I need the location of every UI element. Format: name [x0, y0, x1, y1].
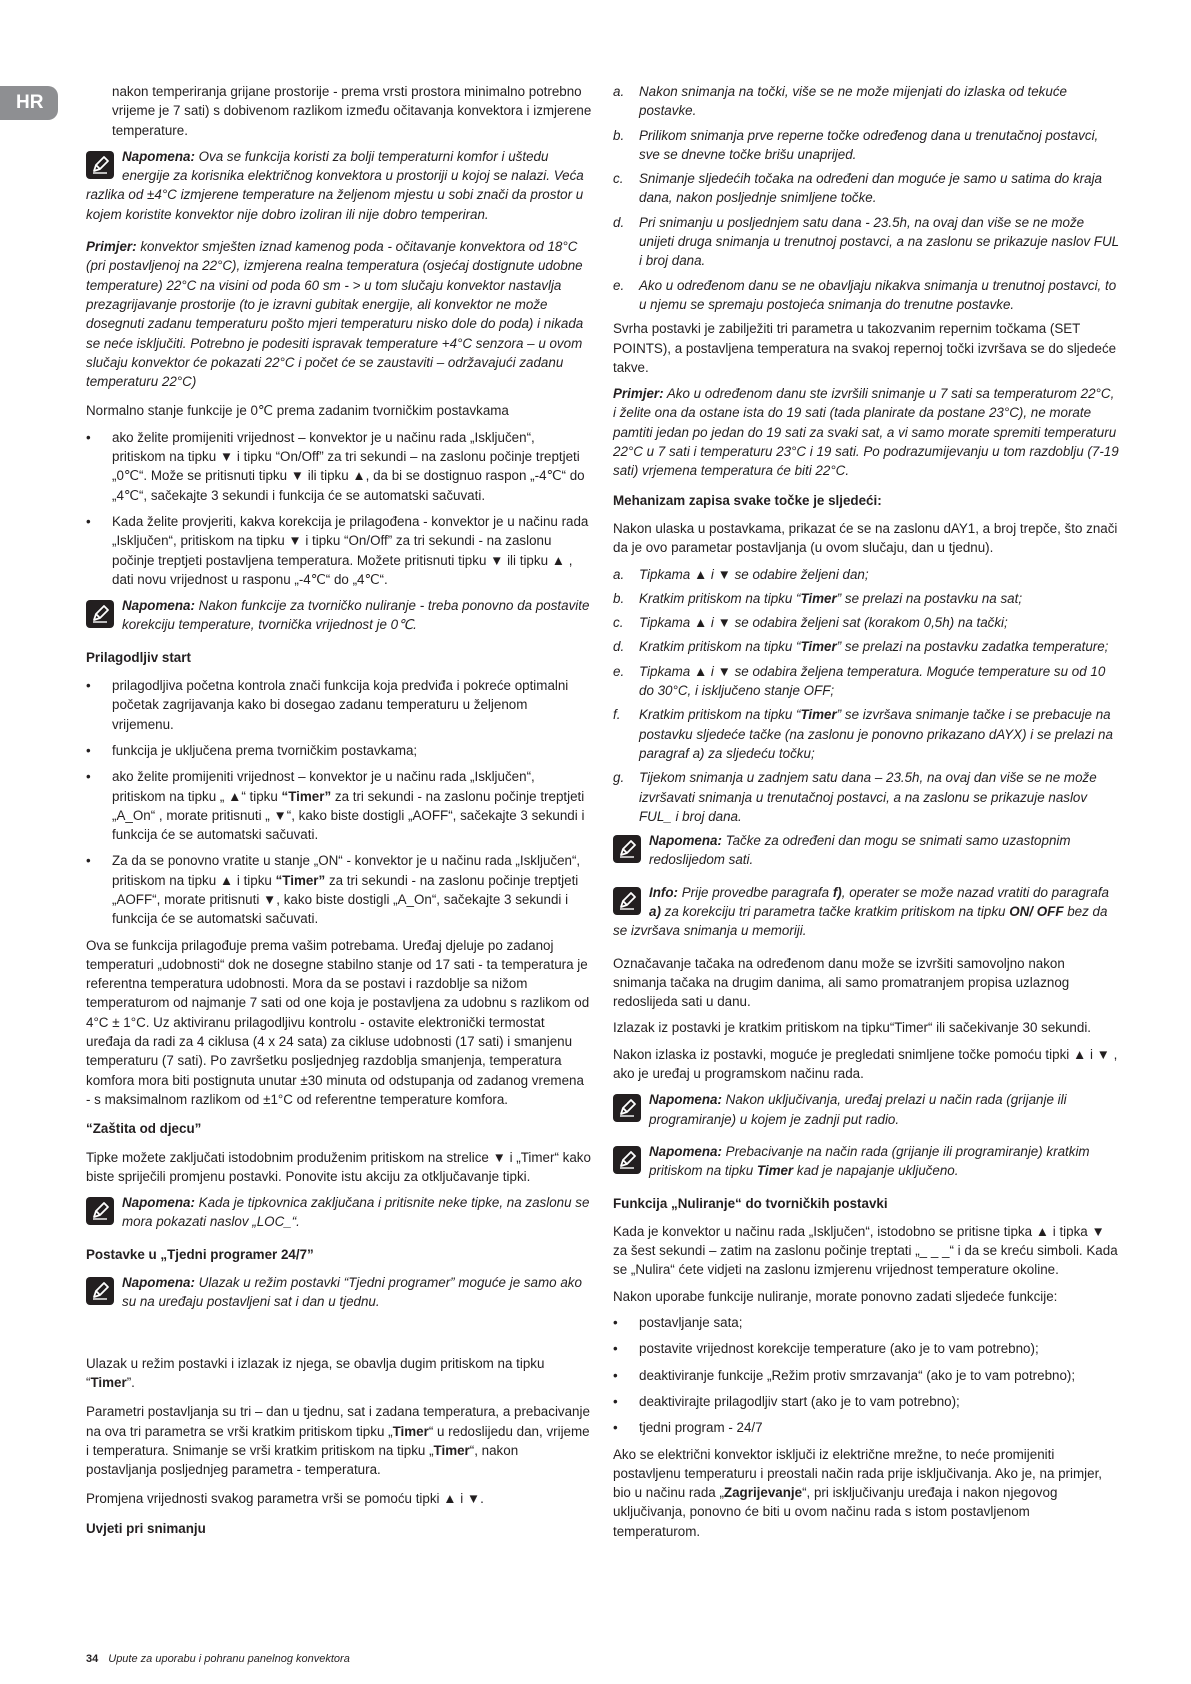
bullet-item: [613, 1313, 1119, 1332]
bullet-item: • Za da se ponovno vratite u stanje „ON“ - konvektor je u načinu rada „Isključen“, pritiskom na tipku ▲ i tipku “Timer” za tri sekundi - na zaslonu počinje treptjeti „AOFF“, morate pritisnuti ▼, kako biste dostigli „A_On“, sačekajte 3 sekundi i funkcija će se automatski sačuvati.: [86, 853, 581, 927]
purpose-paragraph: Svrha postavki je zabilježiti tri parametra u takozvanim repernim točkama (SET POINTS), a postavljena temperatura na svakoj repernoj točki izvršava se do sljedeće takve.: [613, 321, 1117, 375]
note-text: kad je napajanje uključeno.: [793, 1163, 959, 1179]
list-marker: c.: [613, 615, 624, 631]
pencil-icon: [613, 887, 641, 915]
bullet-text: funkcija je uključena prema tvorničkim postavkama;: [112, 742, 418, 758]
list-text: Kratkim pritiskom na tipku “: [639, 639, 801, 655]
bullet-item: [613, 1418, 1119, 1437]
list-item: [613, 705, 1119, 763]
note-text: Nakon funkcije za tvorničko nuliranje - treba ponovno da postavite korekciju temperature, tvornička vrijednost je 0℃.: [122, 598, 590, 633]
timer-key-label: Timer: [800, 707, 837, 723]
bullet-text: deaktivirajte prilagodljiv start (ako je to vam potrebno);: [639, 1393, 960, 1409]
bullet-item: [613, 1392, 1119, 1411]
bullet-text: deaktiviranje funkcije „Režim protiv smrzavanja“ (ako je to vam potrebno);: [639, 1367, 1076, 1383]
timer-key-label: “Timer”: [281, 788, 332, 804]
list-marker: d.: [613, 214, 625, 230]
note-box: [86, 1273, 592, 1312]
note-box: [613, 1142, 1119, 1181]
enter-settings-paragraph: [86, 1354, 592, 1393]
list-marker: f.: [613, 707, 621, 723]
note-text: bez da se izvršava snimanja u memoriji.: [613, 903, 1108, 939]
pencil-icon: [86, 151, 114, 179]
page-footer: [86, 1650, 350, 1669]
list-text: Tipkama ▲ i ▼ se odabire željeni dan;: [639, 566, 869, 582]
left-column: [86, 82, 592, 1547]
info-box: [613, 883, 1119, 941]
list-text: Tipkama ▲ i ▼ se odabira željeni sat (korakom 0,5h) na tački;: [639, 615, 1008, 631]
bullet-marker: •: [613, 1420, 618, 1436]
marking-paragraph: Označavanje tačaka na određenom danu može se izvršiti samovoljno nakon snimanja tačaka na drugim danima, ali samo promatranjem propisa uzlaznog redoslijeda sati u danu.: [613, 955, 1070, 1010]
note-label: Napomena:: [649, 1143, 722, 1159]
paragraph-text: “ u redoslijedu dan, vrijeme i temperatura. Snimanje se vrši kratkim pritiskom na tipku „: [86, 1423, 590, 1458]
intro-paragraph: nakon temperiranja grijane prostorije - prema vrsti prostora minimalno potrebno vrijeme je 7 sati) s dobivenom razlikom između očitavanja konvektora i izmjerene temperature.: [112, 84, 592, 138]
paragraph-text: “, nakon postavljanja posljednjeg parametra - temperatura.: [86, 1442, 519, 1478]
example-text: konvektor smješten iznad kamenog poda - očitavanje konvektora od 18°C (pri postavljenoj na 22°C), izmjerena realna temperatura (osjećaj dostignute udobne temperature) 22°C na visini od poda 60 sm - > u tom slučaju konvektor nastavlja prezagrijavanje prostorije (to je izravni gubitak energije, ali konvektor ne može dosegnuti zadanu temperaturu pošto mjeri temperaturu nisko dole do poda) i nikada se neće isključiti. Potrebno je podesiti ispravak temperature +4°C senzora – u ovom slučaju konvektor će pokazati 22°C i počet će se zaustaviti – održavajući zadanu temperaturu 22°C): [86, 239, 584, 390]
list-text: Nakon snimanja na točki, više se ne može mijenjati do izlaska od tekuće postavke.: [639, 84, 1067, 119]
section-heading: “Zaštita od djecu”: [86, 1121, 202, 1137]
language-tab: HR: [0, 86, 58, 120]
mechanism-steps-list: [613, 565, 1119, 827]
paragraph-text: “, pri isključivanju uređaja i nakon njegovog uključivanja, ponovno će biti u ovom načinu rada s istom postavljenom temperaturom.: [613, 1485, 1058, 1539]
list-marker: d.: [613, 639, 625, 655]
list-text: ” se prelazi na postavku zadatka temperature;: [836, 639, 1109, 655]
bullet-marker: •: [613, 1315, 618, 1331]
pencil-icon: [613, 1094, 641, 1122]
section-heading: Mehanizam zapisa svake točke je sljedeći:: [613, 492, 882, 508]
note-text: a): [649, 903, 661, 919]
pencil-icon: [613, 1146, 641, 1174]
paragraph-text: Ako se električni konvektor isključi iz električne mrežne, to neće promijeniti postavljenu temperaturu i preostali način rada prije isključivanja. Ako je, na primjer, bio u načinu rada „: [613, 1446, 1103, 1501]
note-label: Napomena:: [649, 833, 722, 849]
reset-bullet-list: [613, 1313, 1119, 1437]
after-exit-paragraph: Nakon izlaska iz postavki, moguće je pregledati snimljene točke pomoću tipki ▲ i ▼ , ako je uređaj u programskom načinu rada.: [613, 1046, 1118, 1082]
list-item: [613, 613, 1119, 632]
bullet-marker: •: [613, 1367, 618, 1383]
list-item: [613, 589, 1119, 608]
timer-key-label: Timer: [800, 639, 837, 655]
timer-key-label: Timer: [800, 590, 837, 606]
note-box: [613, 831, 1119, 870]
right-column: [613, 82, 1119, 1548]
bullet-text: za tri sekundi - na zaslonu počinje treptjeti „A_On“ , morate pritisnuti „ ▼“, kako biste dostigli „AOFF“, sačekajte 3 sekundi i funkcija će se automatski sačuvati.: [112, 788, 585, 843]
note-text: Tačke za određeni dan mogu se snimati samo uzastopnim redoslijedom sati.: [649, 833, 1071, 868]
note-text: Ulazak u režim postavki “Tjedni programer” moguće je samo ako su na uređaju postavljeni sat i dan u tjednu.: [122, 1275, 582, 1310]
params-paragraph: [86, 1402, 592, 1479]
list-item: [613, 126, 1119, 165]
list-item: [613, 565, 1119, 584]
list-text: Tijekom snimanja u zadnjem satu dana – 23.5h, na ovaj dan više se ne može izvršavati snimanja u trenutačnoj postavci, a na zaslonu se prikazuje naslov FUL_ i broj dana.: [639, 770, 1097, 824]
onoff-key-label: ON/ OFF: [1009, 903, 1064, 919]
note-label: Napomena:: [122, 1275, 195, 1291]
list-marker: e.: [613, 277, 625, 293]
list-item: [613, 169, 1119, 208]
bullet-text: tjedni program - 24/7: [639, 1420, 763, 1436]
bullet-text: za tri sekundi - na zaslonu počinje treptjeti „AOFF“, morate pritisnuti ▼, kako biste dostigli „A_On“, sačekajte 3 sekundi i funkcija će se automatski sačuvati.: [112, 872, 579, 927]
list-item: [613, 637, 1119, 656]
normal-state-paragraph: Normalno stanje funkcije je 0℃ prema zadanim tvorničkim postavkama: [86, 403, 509, 419]
note-text: za korekciju tri parametra tačke kratkim pritiskom na tipku: [660, 903, 1010, 919]
example-paragraph: [613, 384, 1119, 480]
manual-title: Upute za uporabu i pohranu panelnog konvektora: [108, 1653, 350, 1665]
note-text: Ova se funkcija koristi za bolji temperaturni komfor i uštedu energije za korisnika električnog konvektora u prostoriji u kojoj se nalazi. Veća razlika od ±4°C izmjerene temperature na željenom mjestu u sobi znači da prostor u kojem koristite konvektor nije dobro izoliran ili nije dobro temperiran.: [86, 148, 584, 222]
adaptive-paragraph: Ova se funkcija prilagođuje prema vašim potrebama. Uređaj djeluje po zadanoj temperaturi „udobnosti“ dok ne dosegne stabilno stanje od 17 sati - ta temperatura je referentna temperatura udobnosti. Mora da se postavi i razdoblje sa nižom temperaturom od najmanje 7 sati od one koja je postavljena za udobnu s razlikom od 4°C ± 1°C. Uz aktiviranu prilagodljivu kontrolu - ostavite elektronički termostat uređaja da radi za 4 ciklusa (4 x 24 sata) za cikluse udobnosti (17 sati) i smanjenu temperaturu (7 sati). Po završetku posljednjeg razdoblja smanjenja, temperatura komfora mora biti postignuta unutar ±30 minuta od odstupanja od zadanog vremena - s maksimalnom razlikom od ±1°C od referentne temperature komfora.: [86, 937, 590, 1107]
list-item: [613, 768, 1119, 826]
list-text: Snimanje sljedećih točaka na određeni dan moguće je samo u satima do kraja dana, nakon posljednje snimljene točke.: [639, 171, 1102, 206]
bullet-item: • Kada želite provjeriti, kakva korekcija je prilagođena - konvektor je u načinu rada „Isključen“, pritiskom na tipku ▼ i tipku “On/Off” za tri sekundi - na zaslonu počinje treptjeti postavljena temperatura. Možete pritisnuti tipku ▼ ili tipku ▲ , dati novu vrijednost u rasponu „-4℃“ do „4℃“.: [86, 513, 589, 587]
example-label: Primjer:: [613, 386, 664, 402]
list-text: Kratkim pritiskom na tipku “: [639, 707, 801, 723]
bullet-marker: •: [613, 1341, 618, 1357]
info-label: Info:: [649, 884, 678, 900]
note-label: Napomena:: [122, 148, 195, 164]
child-lock-paragraph: Tipke možete zaključati istodobnim produženim pritiskom na strelice ▼ i „Timer“ kako biste spriječili promjenu postavki. Ponovite istu akciju za otključavanje tipki.: [86, 1149, 591, 1184]
heating-mode-label: Zagrijevanje: [723, 1485, 803, 1501]
note-text: Prebacivanje na način rada (grijanje ili programiranje) kratkim pritiskom na tipku: [649, 1143, 1090, 1179]
list-marker: b.: [613, 127, 625, 143]
mechanism-paragraph: Nakon ulaska u postavkama, prikazat će se na zaslonu dAY1, a broj trepče, što znači da je ovo parametar postavljanja (u ovom slučaju, dan u tjednu).: [613, 520, 1118, 556]
timer-key-label: “Timer”: [275, 872, 326, 888]
note-text: f): [832, 884, 842, 900]
bullet-text: ako želite promijeniti vrijednost – konvektor je u načinu rada „Isključen“, pritiskom na tipku ▼ i tipku “On/Off” za tri sekundi – na zaslonu počinje treptjeti „0℃“. Može se pritisnuti tipku ▼ ili tipku ▲, da bi se dostignuo raspon „-4℃“ do „4℃“, sačekajte 3 sekundi i funkcija će se automatski sačuvati.: [112, 429, 585, 503]
bullet-item: [613, 1366, 1119, 1385]
reset-paragraph: Kada je konvektor u načinu rada „Isključen“, istodobno se pritisne tipka ▲ i tipka ▼ za šest sekundi – zatim na zaslonu počinje treptati „_ _ _“ i da se kreću simboli. Kada se „Nulira“ ćete vidjeti na zaslonu izmjerenu vrijednost temperature okoline.: [613, 1223, 1118, 1278]
list-marker: e.: [613, 663, 625, 679]
paragraph-text: ”.: [126, 1374, 135, 1390]
list-item: [613, 276, 1119, 315]
note-box: [86, 1193, 592, 1232]
timer-key-label: Timer: [433, 1442, 470, 1458]
pencil-icon: [613, 835, 641, 863]
section-heading: Prilagodljiv start: [86, 649, 191, 665]
example-label: Primjer:: [86, 239, 137, 255]
example-paragraph: [86, 237, 592, 391]
pencil-icon: [86, 1277, 114, 1305]
list-item: [613, 82, 1119, 121]
list-text: Prilikom snimanja prve reperne točke određenog dana u trenutačnoj postavci, sve se dnevne točke brišu unaprijed.: [639, 127, 1099, 162]
note-text: Kada je tipkovnica zaključana i pritisnite neke tipke, na zaslonu se mora pokazati naslov „LOC_“.: [122, 1195, 590, 1230]
exit-paragraph: Izlazak iz postavki je kratkim pritiskom na tipku“Timer“ ili sačekivanje 30 sekundi.: [613, 1020, 1092, 1036]
note-box: [613, 1090, 1119, 1129]
recording-conditions-list: [613, 82, 1119, 314]
note-box: [86, 147, 592, 224]
bullet-item: • ako želite promijeniti vrijednost – konvektor je u načinu rada „Isključen“, pritiskom na tipku ▼ i tipku “On/Off” za tri sekundi – na zaslonu počinje treptjeti „0℃“. Može se pritisnuti tipku ▼ ili tipku ▲, da bi se dostignuo raspon „-4℃“ do „4℃“, sačekajte 3 sekundi i funkcija će se automatski sačuvati.: [86, 429, 585, 503]
bullet-item: [613, 1339, 1119, 1358]
bullet-text: Za da se ponovno vratite u stanje „ON“ - konvektor je u načinu rada „Isključen“, pritiskom na tipku ▲ i tipku: [112, 853, 581, 888]
bullet-text: ako želite promijeniti vrijednost – konvektor je u načinu rada „Isključen“, pritiskom na tipku „ ▲“ tipku: [112, 769, 535, 804]
list-item: [613, 213, 1119, 271]
paragraph-text: Ulazak u režim postavki i izlazak iz njega, se obavlja dugim pritiskom na tipku “: [86, 1355, 545, 1390]
list-marker: b.: [613, 590, 625, 606]
list-text: ” se izvršava snimanje tačke i se prebacuje na postavku sljedeće tačke (na zaslonu je ponovno prikazano dAYX) i se prelazi na paragraf a) za sljedeću točku;: [639, 707, 1113, 761]
final-paragraph: [613, 1445, 1119, 1541]
note-label: Napomena:: [122, 1195, 195, 1211]
list-marker: a.: [613, 566, 625, 582]
example-text: Ako u određenom danu ste izvršili snimanje u 7 sati sa temperaturom 22°C, i želite ona da ostane ista do 19 sati (tada planirate da postane 23°C), ne morate pamtiti jedan po jedan do 19 sati za svaki sat, a vi samo morate spremiti temperaturu 22°C u 7 sati i temperaturu 23°C i 19 sati. Po podrazumijevanju u tom razdoblju (7-19 sati) vrjemena temperatura će biti 22°C.: [613, 386, 1119, 479]
list-text: Kratkim pritiskom na tipku “: [639, 590, 801, 606]
bullet-text: postavite vrijednost korekcije temperature (ako je to vam potrebno);: [639, 1341, 1039, 1357]
after-reset-paragraph: Nakon uporabe funkcije nuliranje, morate ponovno zadati sljedeće funkcije:: [613, 1288, 1058, 1304]
list-marker: c.: [613, 171, 624, 187]
bullet-item: • funkcija je uključena prema tvorničkim postavkama;: [86, 742, 418, 758]
change-value-paragraph: Promjena vrijednosti svakog parametra vrši se pomoću tipki ▲ i ▼.: [86, 1491, 484, 1507]
timer-key-label: Timer: [90, 1374, 127, 1390]
timer-key-label: Timer: [392, 1423, 429, 1439]
bullet-text: Kada želite provjeriti, kakva korekcija je prilagođena - konvektor je u načinu rada „Isključen“, pritiskom na tipku ▼ i tipku “On/Off” za tri sekundi - na zaslonu počinje treptjeti postavljena temperatura. Možete pritisnuti tipku ▼ ili tipku ▲ , dati novu vrijednost u rasponu „-4℃“ do „4℃“.: [112, 513, 589, 587]
note-text: Prije provedbe paragrafa: [678, 884, 833, 900]
bullet-item: • prilagodljiva početna kontrola znači funkcija koja predviđa i pokreće optimalni početak zagrijavanja kako bi dosegao zadanu temperaturu u željenom vrijemenu.: [86, 678, 569, 732]
bullet-text: prilagodljiva početna kontrola znači funkcija koja predviđa i pokreće optimalni početak zagrijavanja kako bi dosegao zadanu temperaturu u željenom vrijemenu.: [112, 678, 569, 732]
bullet-item: • ako želite promijeniti vrijednost – konvektor je u načinu rada „Isključen“, pritiskom na tipku „ ▲“ tipku “Timer” za tri sekundi - na zaslonu počinje treptjeti „A_On“ , morate pritisnuti „ ▼“, kako biste dostigli „AOFF“, sačekajte 3 sekundi i funkcija će se automatski sačuvati.: [86, 769, 585, 843]
list-text: Ako u određenom danu se ne obavljaju nikakva snimanja u trenutnoj postavci, to u njemu se spremaju postojeća snimanja do trenutne postavke.: [639, 277, 1117, 312]
bullet-marker: •: [613, 1393, 618, 1409]
list-item: [613, 662, 1119, 701]
section-heading: Funkcija „Nuliranje“ do tvorničkih postavki: [613, 1195, 888, 1211]
section-heading: Uvjeti pri snimanju: [86, 1520, 206, 1536]
list-text: ” se prelazi na postavku na sat;: [836, 590, 1023, 606]
note-label: Napomena:: [122, 598, 195, 614]
note-box: [86, 596, 592, 635]
page-number: 34: [86, 1653, 99, 1665]
bullet-text: postavljanje sata;: [639, 1315, 743, 1331]
list-text: Tipkama ▲ i ▼ se odabira željena temperatura. Moguće temperature su od 10 do 30°C, i isključeno stanje OFF;: [639, 663, 1106, 699]
note-text: , operater se može nazad vratiti do paragrafa: [841, 884, 1109, 900]
section-heading: Postavke u „Tjedni programer 24/7”: [86, 1246, 314, 1262]
note-text: Nakon uključivanja, uređaj prelazi u način rada (grijanje ili programiranje) u kojem je zadnji put radio.: [649, 1092, 1067, 1127]
list-text: Pri snimanju u posljednjem satu dana - 23.5h, na ovaj dan više se ne može unijeti druga snimanja u trenutnoj postavci, a na zaslonu se prikazuje naslov FUL i broj dana.: [639, 214, 1119, 269]
note-label: Napomena:: [649, 1092, 722, 1108]
paragraph-text: Parametri postavljanja su tri – dan u tjednu, sat i zadana temperatura, a prebacivanje na ova tri parametra se vrši kratkim pritiskom tipku „: [86, 1404, 590, 1439]
timer-key-label: Timer: [756, 1163, 794, 1179]
list-marker: a.: [613, 84, 625, 99]
pencil-icon: [86, 600, 114, 628]
list-marker: g.: [613, 770, 625, 786]
pencil-icon: [86, 1197, 114, 1225]
